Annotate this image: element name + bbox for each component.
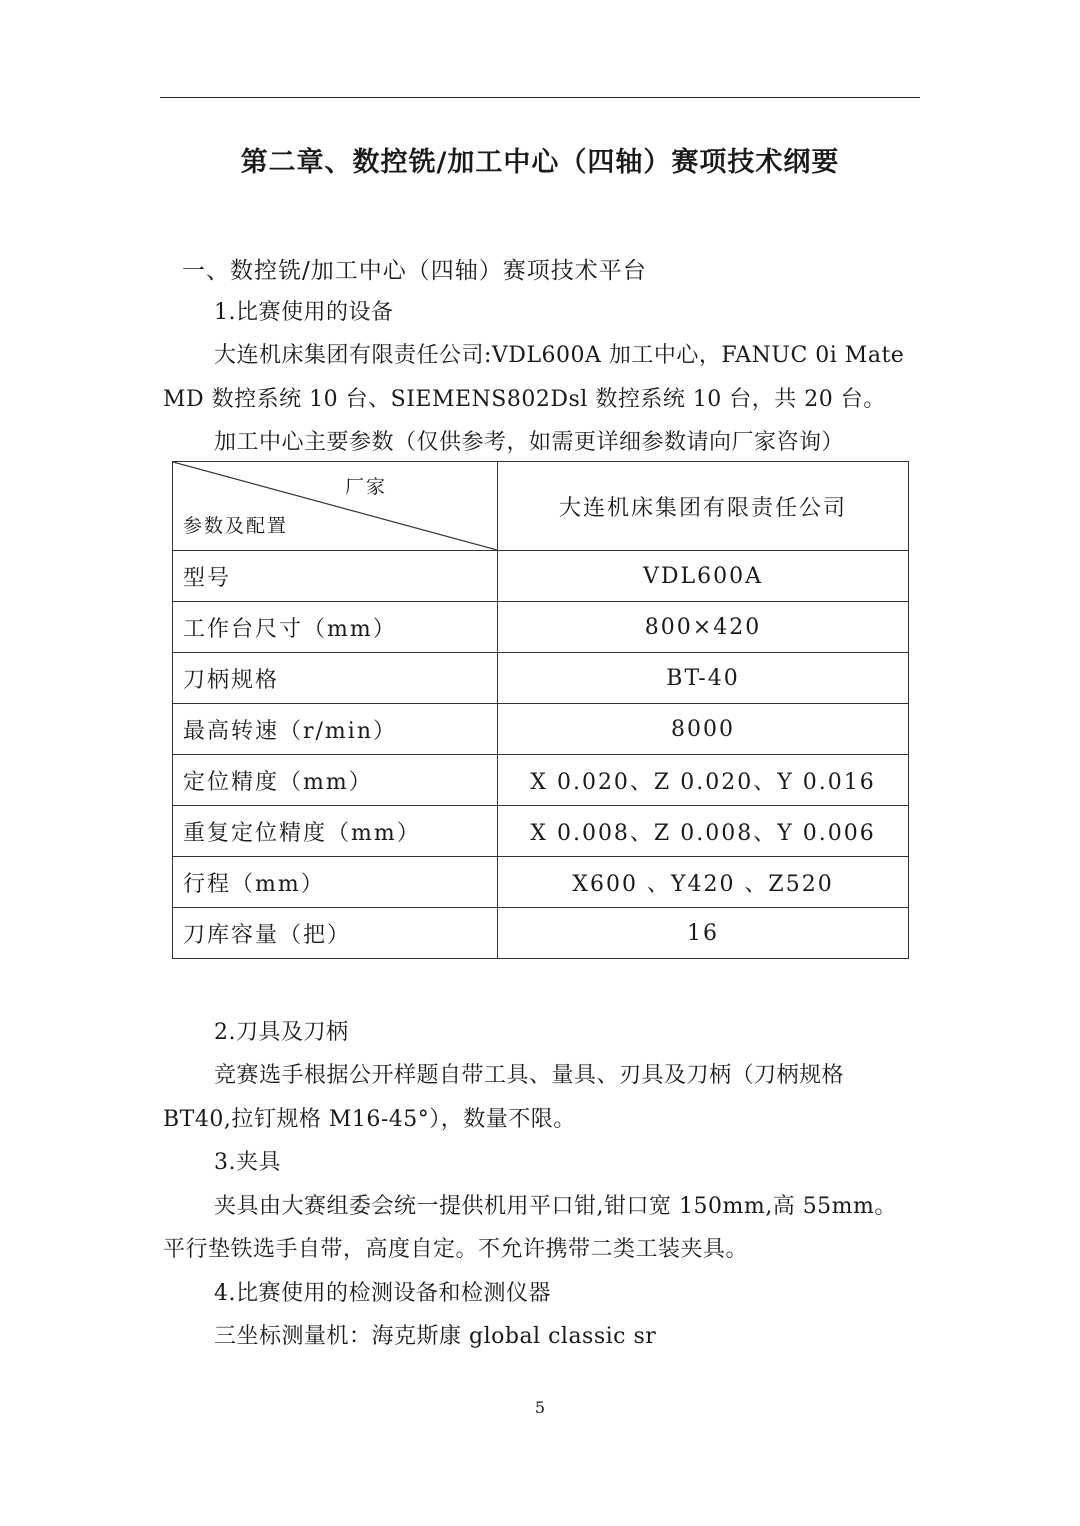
value-cell: VDL600A xyxy=(498,551,909,602)
table-row xyxy=(173,857,909,908)
param-cell: 重复定位精度（mm） xyxy=(173,806,498,857)
param-cell: 行程（mm） xyxy=(173,857,498,908)
value-cell: X 0.008、Z 0.008、Y 0.006 xyxy=(498,806,909,857)
item1-heading: 1.比赛使用的设备 xyxy=(214,300,394,325)
table-row xyxy=(173,704,909,755)
page-number: 5 xyxy=(534,1398,546,1417)
item2-paragraph-line1: 竞赛选手根据公开样题自带工具、量具、刃具及刀柄（刀柄规格 xyxy=(214,1063,845,1088)
value-cell: X600 、Y420 、Z520 xyxy=(498,857,909,908)
param-cell: 刀柄规格 xyxy=(173,653,498,704)
value-cell: BT-40 xyxy=(498,653,909,704)
param-cell: 最高转速（r/min） xyxy=(173,704,498,755)
table-row xyxy=(173,806,909,857)
param-cell: 工作台尺寸（mm） xyxy=(173,602,498,653)
item2-heading: 2.刀具及刀柄 xyxy=(214,1020,349,1045)
value-cell: 8000 xyxy=(498,704,909,755)
item3-paragraph-line1: 夹具由大赛组委会统一提供机用平口钳,钳口宽 150mm,高 55mm。 xyxy=(214,1194,897,1219)
table-row xyxy=(173,653,909,704)
table-row xyxy=(173,755,909,806)
param-cell: 刀库容量（把） xyxy=(173,908,498,959)
item3-paragraph-line2: 平行垫铁选手自带，高度自定。不允许携带二类工装夹具。 xyxy=(163,1237,749,1262)
item4-heading: 4.比赛使用的检测设备和检测仪器 xyxy=(214,1281,551,1306)
header-manufacturer-value: 大连机床集团有限责任公司 xyxy=(498,462,909,551)
diagonal-header-cell xyxy=(173,462,498,551)
item2-paragraph-line2: BT40,拉钉规格 M16-45°），数量不限。 xyxy=(163,1107,576,1132)
header-manufacturer-label: 厂家 xyxy=(344,476,387,498)
header-params-label: 参数及配置 xyxy=(183,515,289,537)
value-cell: 16 xyxy=(498,908,909,959)
param-cell: 型号 xyxy=(173,551,498,602)
value-cell: 800×420 xyxy=(498,602,909,653)
table-row xyxy=(173,908,909,959)
item1-paragraph-line1: 大连机床集团有限责任公司:VDL600A 加工中心，FANUC 0i Mate xyxy=(214,343,905,368)
table-row xyxy=(173,602,909,653)
item4-paragraph-line1: 三坐标测量机：海克斯康 global classic sr xyxy=(214,1324,657,1349)
param-cell: 定位精度（mm） xyxy=(173,755,498,806)
table-header-row xyxy=(173,462,909,551)
value-cell: X 0.020、Z 0.020、Y 0.016 xyxy=(498,755,909,806)
chapter-title: 第二章、数控铣/加工中心（四轴）赛项技术纲要 xyxy=(240,147,840,178)
item3-heading: 3.夹具 xyxy=(214,1150,281,1175)
table-row xyxy=(173,551,909,602)
item1-paragraph-line2: MD 数控系统 10 台、SIEMENS802Dsl 数控系统 10 台，共 20 台。 xyxy=(163,387,886,412)
table-caption: 加工中心主要参数（仅供参考，如需更详细参数请向厂家咨询） xyxy=(214,430,845,455)
header-rule xyxy=(160,97,920,98)
spec-table xyxy=(172,461,909,959)
section-heading: 一、数控铣/加工中心（四轴）赛项技术平台 xyxy=(182,258,647,284)
